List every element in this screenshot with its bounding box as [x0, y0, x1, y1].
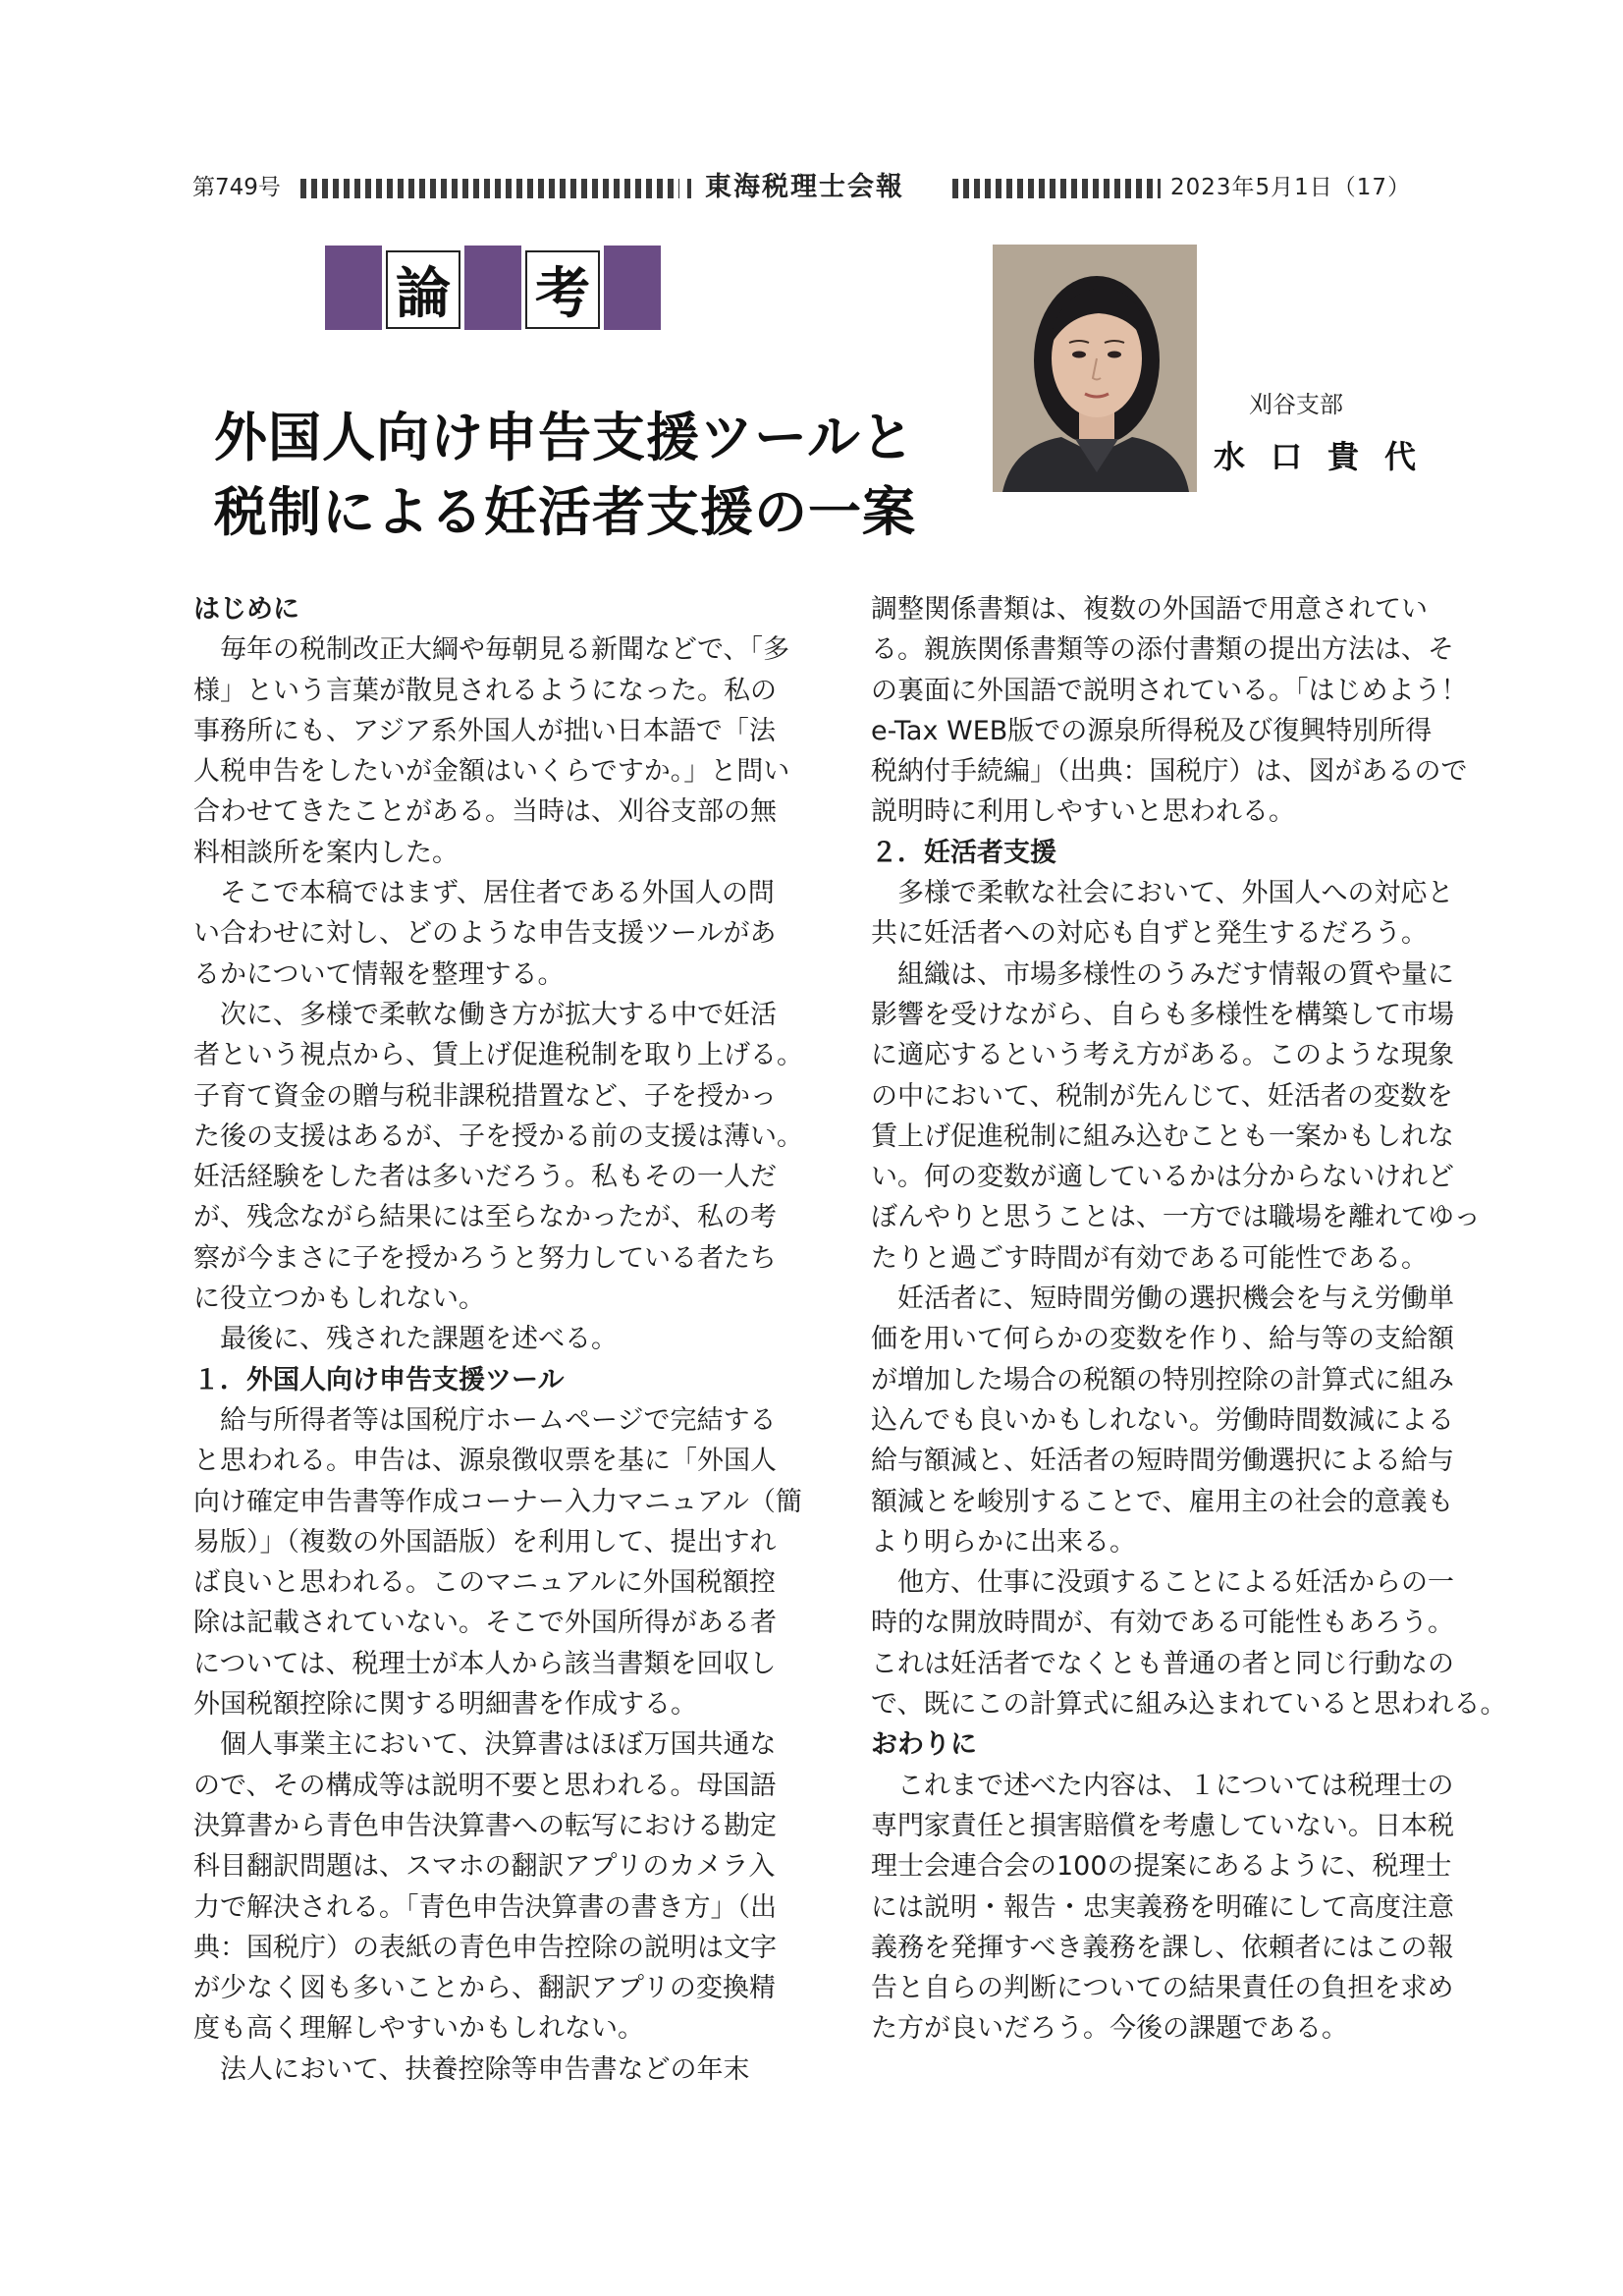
- body-line: 義務を発揮すべき義務を課し、依頼者にはこの報: [871, 1932, 1454, 1963]
- body-line: 事務所にも、アジア系外国人が拙い日本語で「法: [193, 715, 776, 746]
- title-line-1: 外国人向け申告支援ツールと: [214, 407, 915, 468]
- body-line: の裏面に外国語で説明されている。「はじめよう！: [871, 675, 1468, 706]
- body-line: 妊活経験をした者は多いだろう。私もその一人だ: [193, 1162, 777, 1193]
- header-rule-right: [952, 179, 1161, 198]
- issue-number: 第749号: [192, 175, 281, 200]
- body-line: 科目翻訳問題は、スマホの翻訳アプリのカメラ入: [193, 1851, 776, 1883]
- body-line: い。何の変数が適しているかは分からないけれど: [871, 1162, 1454, 1193]
- section-heading: おわりに: [871, 1729, 977, 1761]
- body-line: 給与額減と、妊活者の短時間労働選択による給与: [871, 1446, 1454, 1477]
- banner-bar: [464, 246, 521, 330]
- body-line: 個人事業主において、決算書はほぼ万国共通な: [193, 1729, 777, 1761]
- body-line: 説明時に利用しやすいと思われる。: [871, 796, 1295, 828]
- body-line: 法人において、扶養控除等申告書などの年末: [193, 2053, 750, 2085]
- body-line: 様」という言葉が散見されるようになった。私の: [193, 675, 777, 706]
- article-title: [214, 401, 960, 550]
- body-line: 典：国税庁）の表紙の青色申告控除の説明は文字: [193, 1932, 777, 1963]
- body-line: い合わせに対し、どのような申告支援ツールがあ: [193, 918, 777, 950]
- body-line: 時的な開放時間が、有効である可能性もあろう。: [871, 1608, 1454, 1639]
- body-line: 合わせてきたことがある。当時は、刈谷支部の無: [193, 796, 777, 828]
- body-line: 察が今まさに子を授かろうと努力している者たち: [193, 1242, 777, 1274]
- body-line: そこで本稿ではまず、居住者である外国人の問: [193, 878, 775, 909]
- body-line: 毎年の税制改正大綱や毎朝見る新聞などで、「多: [193, 634, 789, 666]
- body-line: るかについて情報を整理する。: [193, 958, 565, 990]
- body-line: より明らかに出来る。: [871, 1526, 1136, 1558]
- section-heading: １．外国人向け申告支援ツール: [193, 1364, 565, 1395]
- title-line-2: 税制による妊活者支援の一案: [214, 481, 916, 543]
- body-line: 他方、仕事に没頭することによる妊活からの一: [871, 1567, 1454, 1599]
- body-line: と思われる。申告は、源泉徴収票を基に「外国人: [193, 1446, 777, 1477]
- body-line: ので、その構成等は説明不要と思われる。母国語: [193, 1770, 777, 1801]
- body-line: が増加した場合の税額の特別控除の計算式に組み: [871, 1364, 1454, 1395]
- author-branch: 刈谷支部: [1249, 391, 1343, 418]
- body-line: 組織は、市場多様性のうみだす情報の質や量に: [871, 958, 1454, 990]
- body-line: については、税理士が本人から該当書類を回収し: [193, 1648, 777, 1679]
- body-column-right: [871, 589, 1507, 2050]
- body-column-left: [193, 589, 803, 2090]
- body-line: 力で解決される。「青色申告決算書の書き方」（出: [193, 1891, 777, 1923]
- author-name: 水口貴代: [1214, 438, 1442, 475]
- body-line: 子育て資金の贈与税非課税措置など、子を授かっ: [193, 1080, 777, 1112]
- body-line: たりと過ごす時間が有効である可能性である。: [871, 1242, 1428, 1274]
- body-line: で、既にこの計算式に組み込まれていると思われる。: [871, 1689, 1507, 1721]
- body-line: 妊活者に、短時間労働の選択機会を与え労働単: [871, 1284, 1454, 1315]
- body-line: 調整関係書類は、複数の外国語で用意されてい: [871, 594, 1428, 625]
- body-line: に適応するという考え方がある。このような現象: [871, 1040, 1454, 1071]
- header-rule-separator: [687, 179, 691, 198]
- body-line: 影響を受けながら、自らも多様性を構築して市場: [871, 999, 1454, 1030]
- issue-date: 2023年5月1日（17）: [1170, 175, 1412, 200]
- body-line: 者という視点から、賃上げ促進税制を取り上げる。: [193, 1040, 803, 1071]
- header-rule-left: [300, 179, 679, 198]
- body-line: 専門家責任と損害賠償を考慮していない。日本税: [871, 1810, 1454, 1841]
- banner-bar: [604, 246, 661, 330]
- section-heading: ２．妊活者支援: [871, 837, 1056, 868]
- body-line: には説明・報告・忠実義務を明確にして高度注意: [871, 1891, 1454, 1923]
- body-line: ぼんやりと思うことは、一方では職場を離れてゆっ: [871, 1202, 1481, 1233]
- body-line: 告と自らの判断についての結果責任の負担を求め: [871, 1973, 1454, 2004]
- category-char-1: 論: [386, 250, 460, 329]
- body-line: の中において、税制が先んじて、妊活者の変数を: [871, 1080, 1453, 1112]
- banner-bar: [325, 246, 382, 330]
- body-line: た方が良いだろう。今後の課題である。: [871, 2013, 1348, 2045]
- body-line: これは妊活者でなくとも普通の者と同じ行動なの: [871, 1648, 1454, 1679]
- body-line: 価を用いて何らかの変数を作り、給与等の支給額: [871, 1324, 1454, 1355]
- body-line: 向け確定申告書等作成コーナー入力マニュアル（簡: [193, 1486, 802, 1517]
- author-photo: [993, 245, 1197, 492]
- body-line: 次に、多様で柔軟な働き方が拡大する中で妊活: [193, 999, 777, 1030]
- body-line: 易版）」（複数の外国語版）を利用して、提出すれ: [193, 1526, 777, 1558]
- body-line: 理士会連合会の100の提案にあるように、税理士: [871, 1851, 1452, 1883]
- body-line: 度も高く理解しやすいかもしれない。: [193, 2013, 644, 2045]
- category-char-2: 考: [525, 250, 600, 329]
- body-line: 税納付手続編」（出典：国税庁）は、図があるので: [871, 756, 1468, 788]
- body-line: 人税申告をしたいが金額はいくらですか。」と問い: [193, 756, 790, 788]
- body-line: e-Tax WEB版での源泉所得税及び復興特別所得: [871, 715, 1433, 746]
- body-line: 賃上げ促進税制に組み込むことも一案かもしれな: [871, 1121, 1454, 1152]
- body-line: 多様で柔軟な社会において、外国人への対応と: [871, 878, 1454, 909]
- body-line: 給与所得者等は国税庁ホームページで完結する: [193, 1404, 777, 1436]
- body-line: た後の支援はあるが、子を授かる前の支援は薄い。: [193, 1121, 803, 1152]
- body-line: が、残念ながら結果には至らなかったが、私の考: [193, 1202, 777, 1233]
- category-banner: [325, 246, 661, 330]
- body-line: に役立つかもしれない。: [193, 1284, 485, 1315]
- body-line: 込んでも良いかもしれない。労働時間数減による: [871, 1404, 1454, 1436]
- body-line: ば良いと思われる。このマニュアルに外国税額控: [193, 1567, 776, 1599]
- body-line: る。親族関係書類等の添付書類の提出方法は、そ: [871, 634, 1454, 666]
- section-heading: はじめに: [193, 594, 299, 625]
- body-line: が少なく図も多いことから、翻訳アプリの変換精: [193, 1973, 776, 2004]
- body-line: 共に妊活者への対応も自ずと発生するだろう。: [871, 918, 1428, 950]
- publication-name: 東海税理士会報: [705, 172, 904, 202]
- body-line: 決算書から青色申告決算書への転写における勘定: [193, 1810, 777, 1841]
- body-line: 最後に、残された課題を述べる。: [193, 1324, 618, 1355]
- body-line: これまで述べた内容は、１については税理士の: [871, 1770, 1454, 1801]
- body-line: 外国税額控除に関する明細書を作成する。: [193, 1689, 697, 1721]
- body-line: 額減とを峻別することで、雇用主の社会的意義も: [871, 1486, 1454, 1517]
- body-line: 除は記載されていない。そこで外国所得がある者: [193, 1608, 777, 1639]
- body-line: 料相談所を案内した。: [193, 837, 459, 868]
